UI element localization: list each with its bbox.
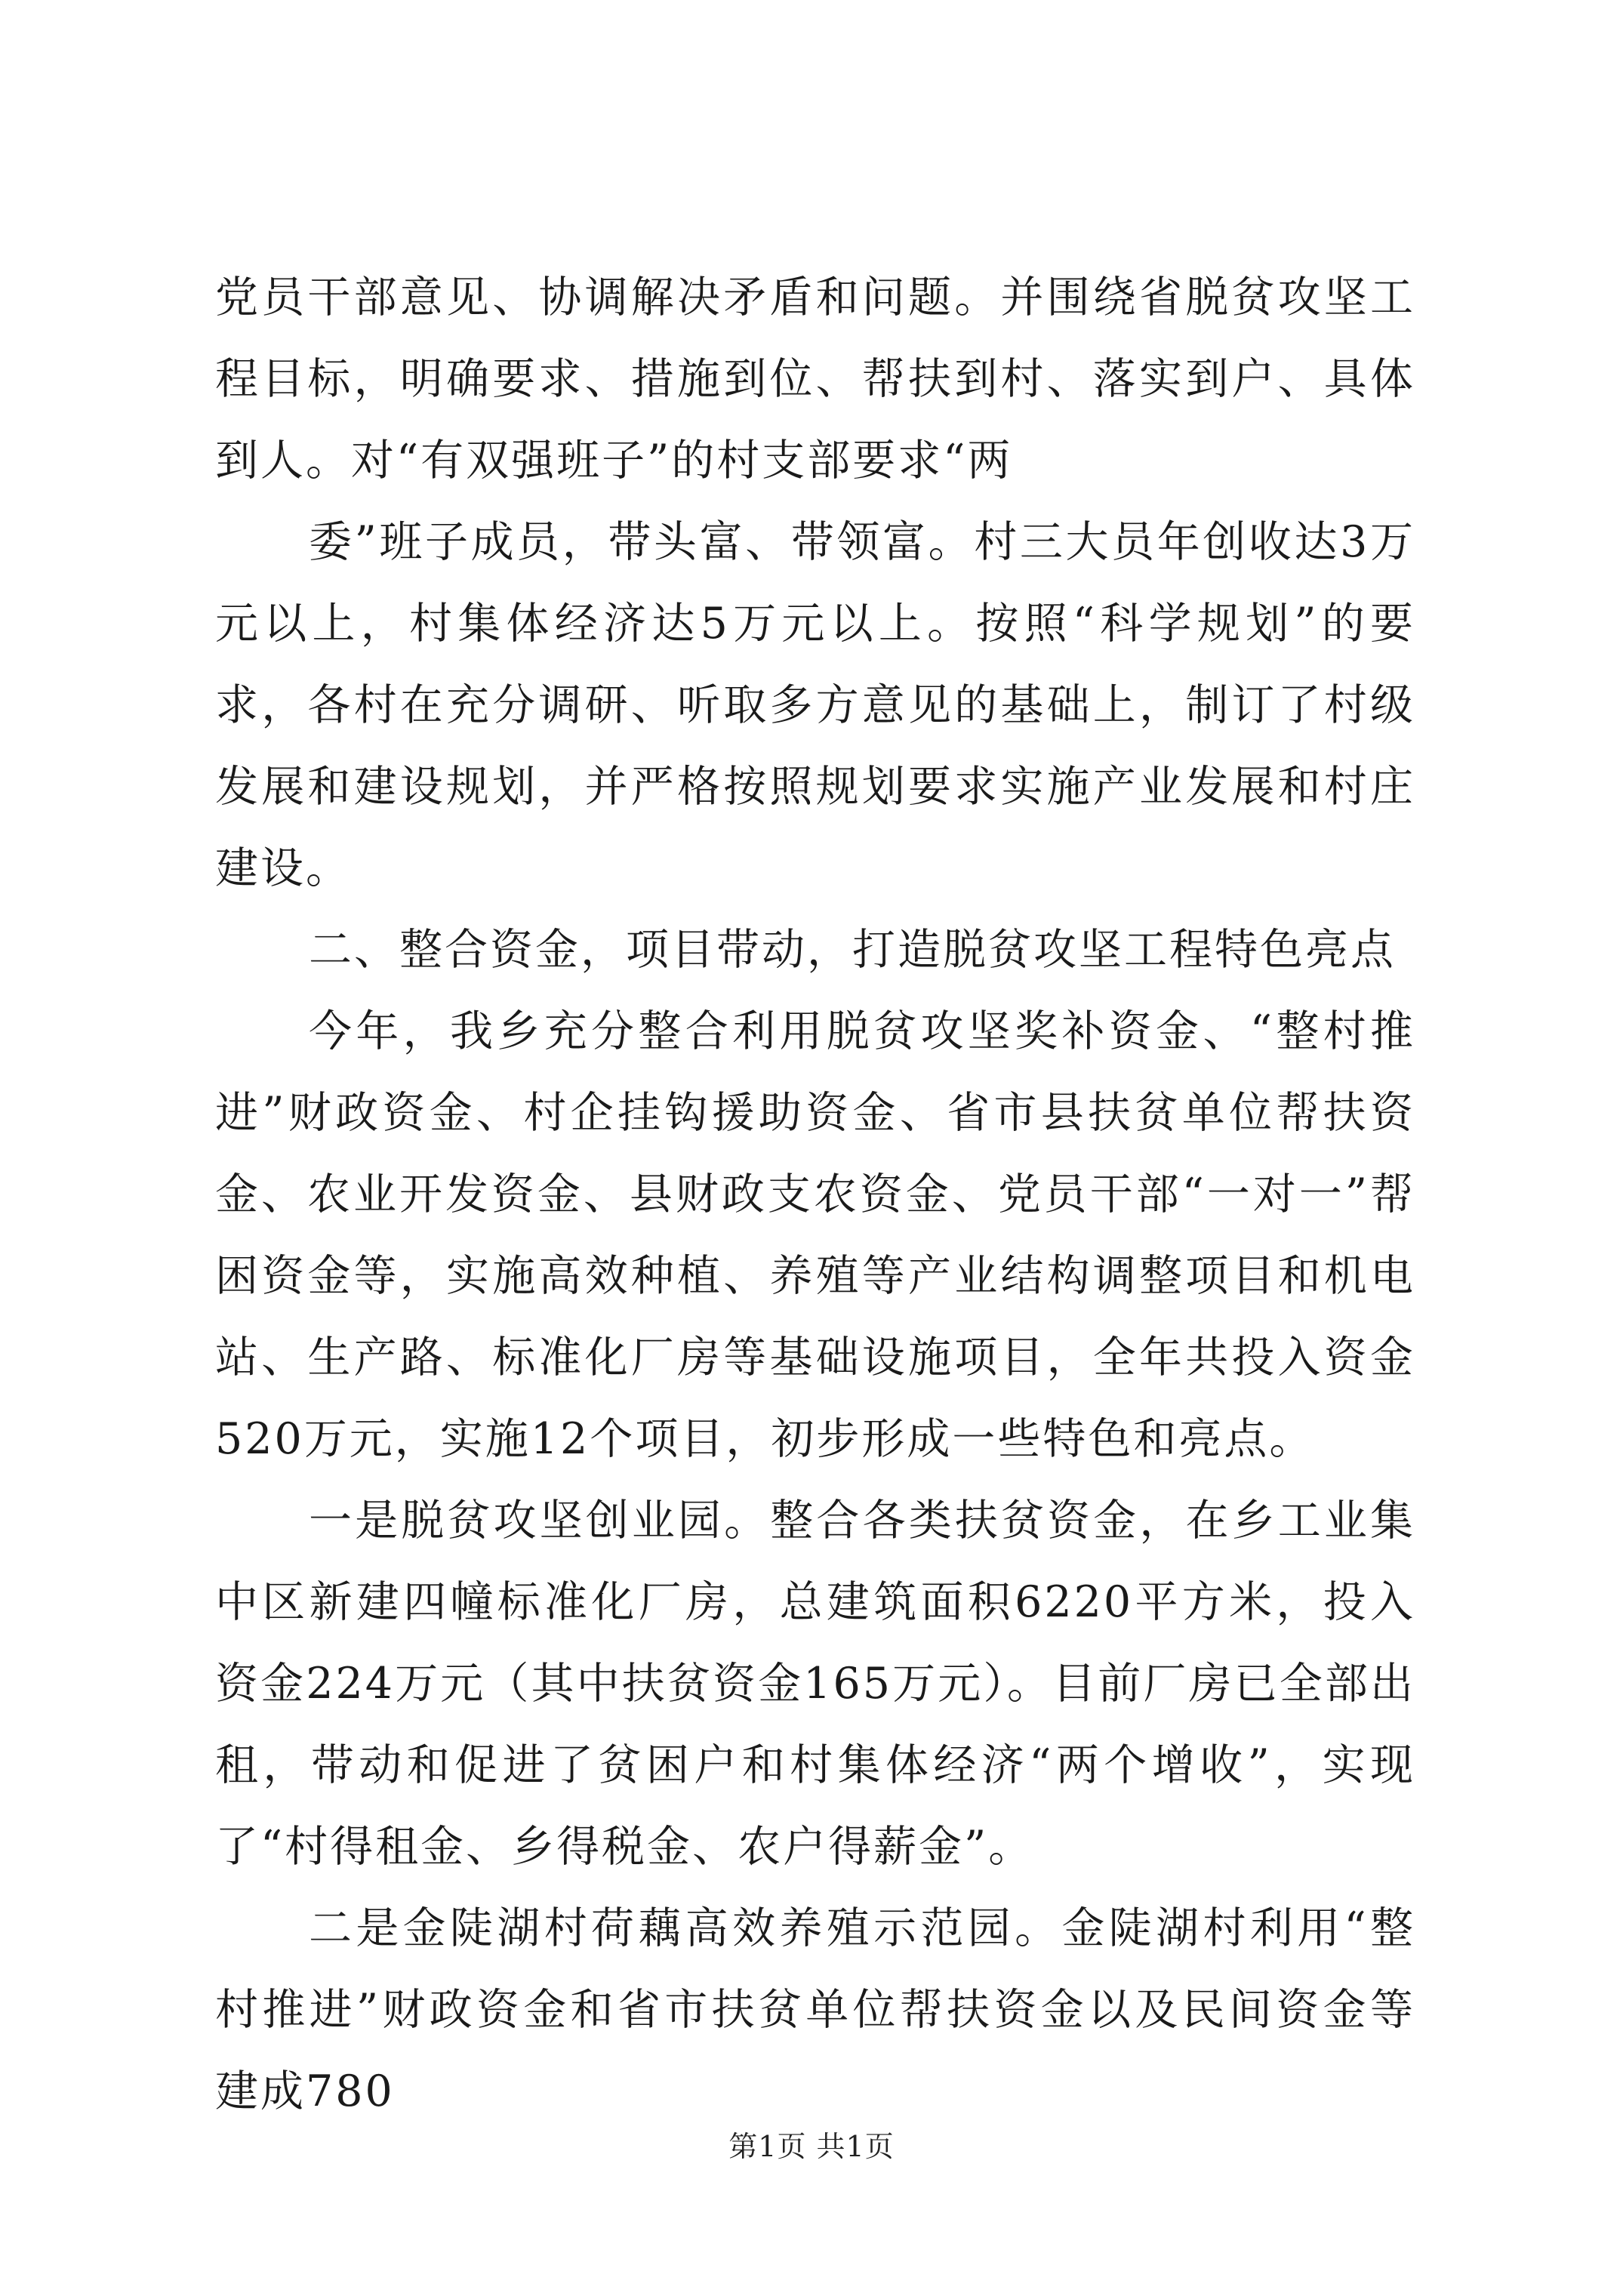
paragraph-2: 委”班子成员，带头富、带领富。村三大员年创收达3万元以上，村集体经济达5万元以上。按照“科学规划”的要求，各村在充分调研、听取多方意见的基础上，制订了村级发展和建设规划，并严格按照规划要求实施产业发展和村庄建设。 [215, 517, 1415, 893]
paragraph-3: 今年，我乡充分整合利用脱贫攻坚奖补资金、“整村推进”财政资金、村企挂钩援助资金、省市县扶贫单位帮扶资金、农业开发资金、县财政支农资金、党员干部“一对一”帮困资金等，实施高效种植、养殖等产业结构调整项目和机电站、生产路、标准化厂房等基础设施项目，全年共投入资金520万元，实施12个项目，初步形成一些特色和亮点。 [215, 1006, 1415, 1464]
paragraph-4: 一是脱贫攻坚创业园。整合各类扶贫资金，在乡工业集中区新建四幢标准化厂房，总建筑面积6220平方米，投入资金224万元（其中扶贫资金165万元）。目前厂房已全部出租，带动和促进了贫困户和村集体经济“两个增收”，实现了“村得租金、乡得税金、农户得薪金”。 [215, 1496, 1415, 1872]
document-body [215, 257, 1415, 2132]
paragraph-5: 二是金陡湖村荷藕高效养殖示范园。金陡湖村利用“整村推进”财政资金和省市扶贫单位帮扶资金以及民间资金等建成780 [215, 1903, 1415, 2116]
page-footer: 第1页 共1页 [728, 2130, 895, 2163]
section-heading: 二、整合资金，项目带动，打造脱贫攻坚工程特色亮点 [309, 925, 1396, 975]
paragraph-1: 党员干部意见、协调解决矛盾和问题。并围绕省脱贫攻坚工程目标，明确要求、措施到位、帮扶到村、落实到户、具体到人。对“有双强班子”的村支部要求“两 [215, 273, 1415, 485]
